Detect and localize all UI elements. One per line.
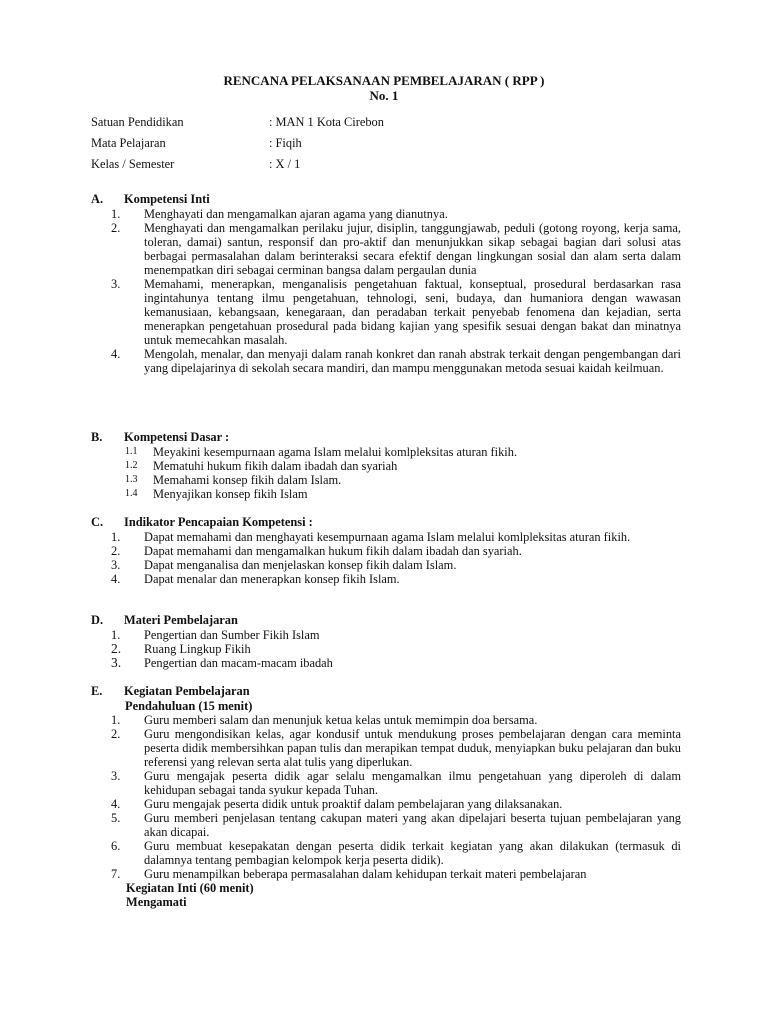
section-kompetensi-dasar xyxy=(91,430,681,501)
item-number: 4. xyxy=(111,347,121,361)
title-line-2: No. 1 xyxy=(369,88,399,103)
section-title: Kegiatan Pembelajaran xyxy=(124,684,250,698)
list-item xyxy=(91,656,681,670)
item-number: 2. xyxy=(111,544,121,558)
list-item xyxy=(91,347,681,375)
item-text: Pengertian dan macam-macam ibadah xyxy=(144,656,333,670)
item-text: Dapat menganalisa dan menjelaskan konsep fikih dalam Islam. xyxy=(144,558,457,572)
item-number: 1. xyxy=(111,530,121,544)
document-title xyxy=(0,73,768,103)
list-item xyxy=(91,473,681,487)
section-letter: E. xyxy=(91,684,103,698)
list-item xyxy=(91,207,681,221)
item-number: 4. xyxy=(111,572,121,586)
item-number: 3. xyxy=(111,277,121,291)
item-text: Meyakini kesempurnaan agama Islam melalui komlpleksitas aturan fikih. xyxy=(153,445,518,459)
list-item xyxy=(91,839,681,867)
section-title: Kompetensi Inti xyxy=(124,192,210,206)
list-item xyxy=(91,797,681,811)
item-number: 7. xyxy=(111,867,121,881)
list-item xyxy=(91,221,681,277)
section-indikator xyxy=(91,515,681,586)
list-item xyxy=(91,642,681,656)
item-number: 1.2 xyxy=(125,460,138,471)
item-number: 6. xyxy=(111,839,121,853)
info-row-mapel xyxy=(91,136,691,157)
list-item xyxy=(91,544,681,558)
item-number: 1. xyxy=(111,207,121,221)
item-number: 2. xyxy=(111,221,121,235)
list-item xyxy=(91,558,681,572)
subheading-mengamati: Mengamati xyxy=(126,895,187,909)
title-line-1: RENCANA PELAKSANAAN PEMBELAJARAN ( RPP ) xyxy=(223,73,545,88)
list-item xyxy=(91,487,681,501)
item-number: 1.3 xyxy=(125,474,138,485)
item-number: 2. xyxy=(111,727,121,741)
item-text: Guru mengajak peserta didik untuk proaktif dalam pembelajaran yang dilaksanakan. xyxy=(144,797,563,811)
list-item xyxy=(91,459,681,473)
info-value: : X / 1 xyxy=(269,157,301,171)
item-text: Menghayati dan mengamalkan ajaran agama yang dianutnya. xyxy=(144,207,448,221)
item-text: Guru membuat kesepakatan dengan peserta didik terkait kegiatan yang akan dilakukan (termasuk di dalamnya tentang pembagian kelompok kerja peserta didik). xyxy=(144,839,681,867)
section-letter: D. xyxy=(91,613,104,627)
section-heading xyxy=(91,684,681,699)
item-number: 1.4 xyxy=(125,488,138,499)
item-number: 5. xyxy=(111,811,121,825)
list-item xyxy=(91,628,681,642)
subheading-pendahuluan: Pendahuluan (15 menit) xyxy=(125,699,253,713)
section-letter: C. xyxy=(91,515,104,529)
list-item xyxy=(91,867,681,881)
item-text: Memahami konsep fikih dalam Islam. xyxy=(153,473,342,487)
item-text: Dapat memahami dan menghayati kesempurnaan agama Islam melalui komlpleksitas aturan fikih. xyxy=(144,530,631,544)
list-item xyxy=(91,277,681,347)
item-number: 3. xyxy=(111,769,121,783)
item-number: 2. xyxy=(111,641,122,656)
kompetensi-dasar-list xyxy=(91,445,681,501)
list-item xyxy=(91,572,681,586)
info-value: : MAN 1 Kota Cirebon xyxy=(269,115,384,129)
section-heading xyxy=(91,613,681,628)
info-row-satuan xyxy=(91,115,691,136)
item-text: Guru memberi penjelasan tentang cakupan materi yang akan dipelajari beserta tujuan pembelajaran yang akan dicapai. xyxy=(144,811,681,839)
section-heading xyxy=(91,192,681,207)
info-row-kelas xyxy=(91,157,691,178)
list-item xyxy=(91,727,681,769)
item-number: 4. xyxy=(111,797,121,811)
item-text: Guru memberi salam dan menunjuk ketua kelas untuk memimpin doa bersama. xyxy=(144,713,538,727)
identity-table xyxy=(91,115,691,178)
list-item xyxy=(91,811,681,839)
info-label: Mata Pelajaran xyxy=(91,136,166,150)
section-letter: A. xyxy=(91,192,104,206)
item-number: 3. xyxy=(111,558,121,572)
section-heading xyxy=(91,515,681,530)
info-label: Satuan Pendidikan xyxy=(91,115,184,129)
indikator-list xyxy=(91,530,681,586)
item-number: 3. xyxy=(111,655,122,670)
item-text: Menyajikan konsep fikih Islam xyxy=(153,487,308,501)
item-text: Dapat memahami dan mengamalkan hukum fikih dalam ibadah dan syariah. xyxy=(144,544,522,558)
list-item xyxy=(91,445,681,459)
section-title: Kompetensi Dasar : xyxy=(124,430,230,444)
item-number: 1.1 xyxy=(125,446,138,457)
list-item xyxy=(91,769,681,797)
item-text: Mengolah, menalar, dan menyaji dalam ranah konkret dan ranah abstrak terkait dengan pengembangan dari yang dipelajarinya di sekolah secara mandiri, dan mampu menggunakan metoda sesuai kaidah keilmuan. xyxy=(144,347,681,375)
item-text: Pengertian dan Sumber Fikih Islam xyxy=(144,628,320,642)
item-number: 1. xyxy=(111,628,121,642)
materi-list xyxy=(91,628,681,670)
section-title: Indikator Pencapaian Kompetensi : xyxy=(124,515,313,529)
list-item xyxy=(91,713,681,727)
item-text: Ruang Lingkup Fikih xyxy=(144,642,251,656)
item-text: Memahami, menerapkan, menganalisis pengetahuan faktual, konseptual, prosedural berdasarkan rasa ingintahunya tentang ilmu pengetahuan, tehnologi, seni, budaya, dan humaniora dengan wawasan kemanusiaan, kebangsaan, kenegaraan, dan peradaban terkait penyebab fenomena dan kejadian, serta menerapkan pengetahuan prosedural pada bidang kajian yang spesifik sesuai dengan bakat dan minatnya untuk memecahkan masalah. xyxy=(144,277,681,347)
info-label: Kelas / Semester xyxy=(91,157,175,171)
list-item xyxy=(91,530,681,544)
item-text: Dapat menalar dan menerapkan konsep fikih Islam. xyxy=(144,572,400,586)
item-text: Menghayati dan mengamalkan perilaku jujur, disiplin, tanggungjawab, peduli (gotong royong, kerja sama, toleran, damai) santun, responsif dan pro-aktif dan menunjukkan sikap sebagai bagian dari solusi atas berbagai permasalahan dalam berinteraksi secara efektif dengan lingkungan sosial dan alam serta dalam menempatkan diri sebagai cerminan bangsa dalam pergaulan dunia xyxy=(144,221,681,277)
subheading-kegiatan-inti: Kegiatan Inti (60 menit) xyxy=(126,881,254,895)
section-materi xyxy=(91,613,681,670)
item-text: Guru mengajak peserta didik agar selalu mengamalkan ilmu pengetahuan yang diperoleh di dalam kehidupan sebagai tanda syukur kepada Tuhan. xyxy=(144,769,681,797)
item-text: Mematuhi hukum fikih dalam ibadah dan syariah xyxy=(153,459,398,473)
item-text: Guru menampilkan beberapa permasalahan dalam kehidupan terkait materi pembelajaran xyxy=(144,867,587,881)
section-heading xyxy=(91,430,681,445)
section-kompetensi-inti xyxy=(91,192,681,375)
section-title: Materi Pembelajaran xyxy=(124,613,238,627)
info-value: : Fiqih xyxy=(269,136,302,150)
section-kegiatan xyxy=(91,684,681,909)
section-letter: B. xyxy=(91,430,103,444)
kompetensi-inti-list xyxy=(91,207,681,375)
pendahuluan-list xyxy=(91,713,681,881)
item-text: Guru mengondisikan kelas, agar kondusif untuk mendukung proses pembelajaran dengan cara meminta peserta didik membersihkan papan tulis dan merapikan tempat duduk, menyiapkan buku pelajaran dan buku referensi yang relevan serta alat tulis yang diperlukan. xyxy=(144,727,681,769)
item-number: 1. xyxy=(111,713,121,727)
